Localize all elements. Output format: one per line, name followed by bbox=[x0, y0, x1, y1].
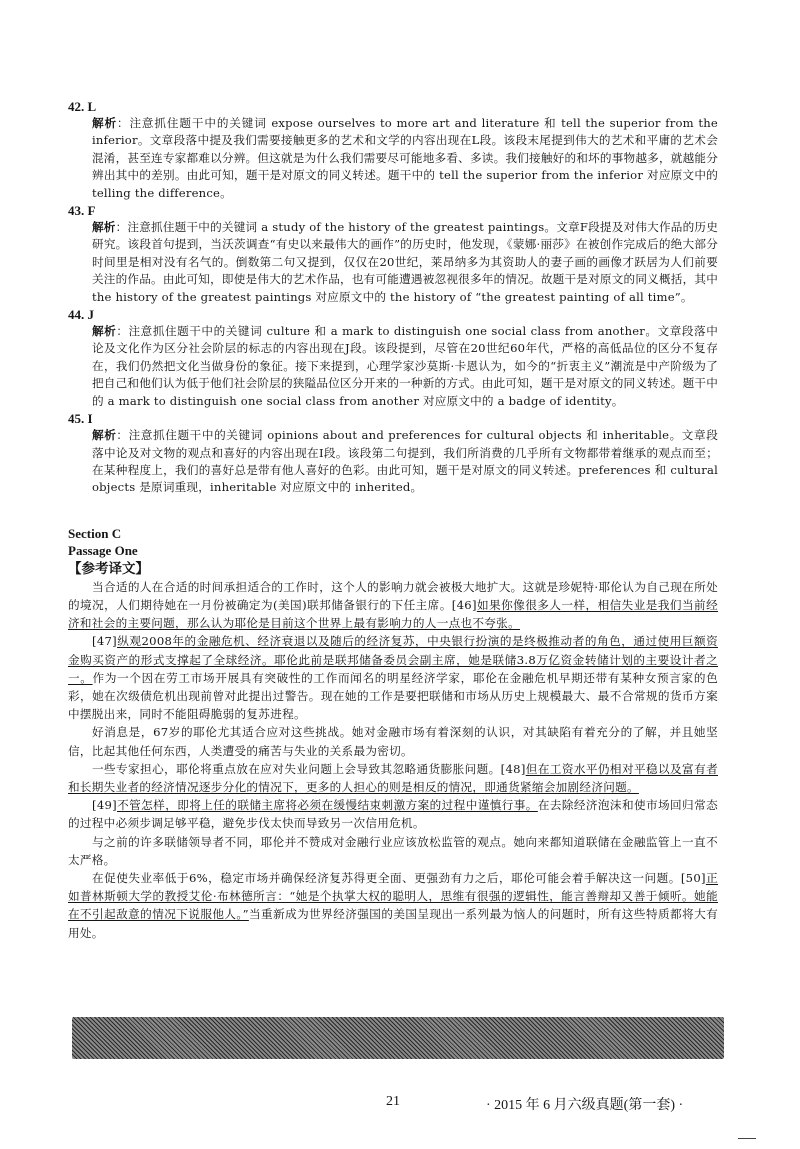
explanation bbox=[92, 323, 718, 410]
explanation-label: 解析 bbox=[92, 428, 117, 443]
explanation bbox=[92, 219, 718, 306]
explanation bbox=[92, 427, 718, 497]
underlined-sentence: 正如普林斯顿大学的教授艾伦·布林德所言：“她是个执掌大权的聪明人，思维有很强的逻辑性，能言善辩却又善于倾听。她能在不引起敌意的情况下说服他人。” bbox=[68, 870, 718, 922]
explanation-text: ：注意抓住题干中的关键词 a study of the history of the greatest paintings。文章F段提及对伟大作品的历史研究。该段首句提到，当沃茨调查“有史以来最伟大的画作”的历史时，他发现，《蒙娜·丽莎》在被创作完成后的绝大部分时间里是相对没有名气的。倒数第二句又提到，仅仅在20世纪，莱昂纳多为其资助人的妻子画的画像才跃居为人们前要关注的作品。由此可知，即使是伟大的艺术作品，也有可能遭遇被忽视很多年的情况。故题干是对原文的同义概括，其中 the history of the greatest paintings 对应原文中的 the history of “the greatest painting of all time”。 bbox=[92, 220, 718, 304]
underlined-sentence: 但在工资水平仍相对平稳以及富有者和长期失业者的经济情况逐步分化的情况下，更多的人担心的则是相反的情况，即通货紧缩会加剧经济问题。 bbox=[68, 761, 718, 794]
answer-42 bbox=[68, 98, 718, 202]
translation-paragraph: 在促使失业率低于6%，稳定市场并确保经济复苏得更全面、更强劲有力之后，耶伦可能会着手解决这一问题。[50]正如普林斯顿大学的教授艾伦·布林德所言：“她是个执掌大权的聪明人，思维有很强的逻辑性，能言善辩却又善于倾听。她能在不引起敌意的情况下说服他人。”当重新成为世界经济强国的美国呈现出一系列最为恼人的问题时，所有这些特质都将大有用处。 bbox=[68, 870, 719, 940]
page-number: 21 bbox=[386, 1094, 400, 1109]
question-number: 43. F bbox=[68, 203, 96, 219]
footer-title: · 2015 年 6 月六级真题(第一套) · bbox=[486, 1098, 684, 1113]
translation-paragraph: 一些专家担心，耶伦将重点放在应对失业问题上会导致其忽略通货膨胀问题。[48]但在工资水平仍相对平稳以及富有者和长期失业者的经济情况逐步分化的情况下，更多的人担心的则是相反的情况，即通货紧缩会加剧经济问题。 bbox=[68, 761, 718, 794]
answer-45 bbox=[68, 410, 718, 497]
explanation-label: 解析 bbox=[92, 324, 117, 339]
translation-paragraph: 好消息是，67岁的耶伦尤其适合应对这些挑战。她对金融市场有着深刻的认识，对其缺陷有着充分的了解，并且她坚信，比起其他任何东西，人类遭受的痛苦与失业的关系最为密切。 bbox=[68, 725, 718, 758]
corner-mark bbox=[738, 1138, 756, 1139]
translation-paragraph: 与之前的许多联储领导者不同，耶伦并不赞成对金融行业应该放松监管的观点。她向来都知道联储在金融监管上一直不太严格。 bbox=[68, 834, 718, 867]
answer-44 bbox=[68, 306, 718, 410]
section-title: Section C bbox=[68, 525, 122, 541]
underlined-sentence: 纵观2008年的金融危机、经济衰退以及随后的经济复苏，中央银行扮演的是终极推动者的角色，通过使用巨额资金购买资产的形式支撑起了全球经济。耶伦此前是联邦储备委员会副主席，她是联储3.8万亿资金转储计划的主要设计者之一。 bbox=[68, 634, 718, 685]
translation-paragraph: 当合适的人在合适的时间承担适合的工作时，这个人的影响力就会被极大地扩大。这就是珍妮特·耶伦认为自己现在所处的境况，人们期待她在一月份被确定为(美国)联邦储备银行的下任主席。[46]如果你像很多人一样，相信失业是我们当前经济和社会的主要问题，那么认为耶伦是目前这个世界上最有影响力的人一点也不夸张。 bbox=[68, 579, 718, 631]
question-number: 45. I bbox=[68, 411, 93, 427]
explanation-text: ：注意抓住题干中的关键词 opinions about and preferences for cultural objects 和 inheritable。文章段落中论及对文物的观点和喜好的内容出现在I段。该段第二句提到，我们所消费的几乎所有文物都带着继承的观点而至；在某种程度上，我们的喜好总是带有他人喜好的色彩。由此可知，题干是对原文的同义转述。preferences 和 cultural objects 是原词重现，inheritable 对应原文中的 inherited。 bbox=[92, 428, 718, 495]
passage-title: Passage One bbox=[68, 543, 138, 559]
translation-paragraph: [47]纵观2008年的金融危机、经济衰退以及随后的经济复苏，中央银行扮演的是终极推动者的角色，通过使用巨额资金购买资产的形式支撑起了全球经济。耶伦此前是联邦储备委员会副主席，她是联储3.8万亿资金转储计划的主要设计者之一。作为一个因在劳工市场开展具有突破性的工作而闻名的明星经济学家，耶伦在金融危机早期还带有某种女预言家的色彩，她在次级债危机出现前曾对此提出过警告。现在她的工作是要把联储和市场从历史上规模最大、最不合常规的货币方案中摆脱出来，同时不能阻碍脆弱的复苏进程。 bbox=[68, 634, 718, 722]
translation-paragraph: [49]不管怎样，即将上任的联储主席将必须在缓慢结束刺激方案的过程中谨慎行事。在去除经济泡沫和使市场回归常态的过程中必须步调足够平稳，避免步伐太快而导致另一次信用危机。 bbox=[68, 798, 718, 831]
underlined-sentence: 不管怎样，即将上任的联储主席将必须在缓慢结束刺激方案的过程中谨慎行事。 bbox=[117, 798, 538, 813]
explanation-label: 解析 bbox=[92, 116, 117, 130]
translation-heading: 【参考译文】 bbox=[68, 560, 149, 577]
underlined-sentence: 如果你像很多人一样，相信失业是我们当前经济和社会的主要问题，那么认为耶伦是目前这个世界上最有影响力的人一点也不夸张。 bbox=[68, 597, 718, 631]
document-body bbox=[68, 98, 718, 942]
explanation-label: 解析 bbox=[92, 220, 116, 235]
obscured-note-block bbox=[72, 1017, 724, 1059]
question-number: 42. L bbox=[68, 99, 97, 114]
answer-43 bbox=[68, 202, 718, 306]
question-number: 44. J bbox=[68, 307, 94, 323]
explanation bbox=[92, 115, 718, 202]
explanation-text: ：注意抓住题干中的关键词 expose ourselves to more art and literature 和 tell the superior from the inferior。文章段落中提及我们需要接触更多的艺术和文学的内容出现在L段。该段末尾提到伟大的艺术和平庸的艺术会混淆，甚至连专家都难以分辨。但这就是为什么我们需要尽可能地多看、多读。我们接触好的和坏的事物越多，就越能分辨出其中的差别。由此可知，题干是对原文的同义转述。题干中的 tell the superior from the inferior 对应原文中的 telling the difference。 bbox=[92, 116, 718, 200]
explanation-text: ：注意抓住题干中的关键词 culture 和 a mark to distinguish one social class from another。文章段落中论及文化作为区分社会阶层的标志的内容出现在J段。该段提到，尽管在20世纪60年代，严格的高低品位的区分不复存在，我们仍然把文化当做身份的象征。接下来提到，心理学家沙莫斯·卡恩认为，如今的“折衷主义”潮流是中产阶级为了把自己和他们认为低于他们社会阶层的狭隘品位区分开来的一种新的方式。由此可知，题干是对原文的同义转述。题干中的 a mark to distinguish one social class from another 对应原文中的 a badge of identity。 bbox=[92, 324, 718, 408]
